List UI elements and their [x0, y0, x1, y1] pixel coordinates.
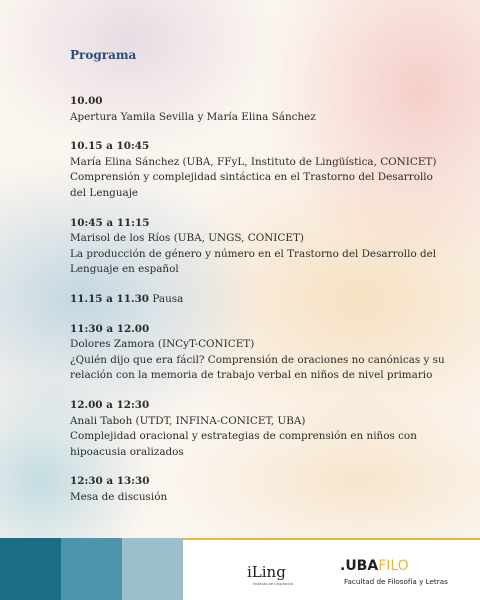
entry-speaker: Marisol de los Ríos (UBA, UNGS, CONICET): [70, 232, 304, 245]
entry-break-label: Pausa: [152, 292, 184, 305]
program-entry: [70, 139, 450, 201]
entry-time: 11:30 a 12.00: [70, 322, 150, 335]
footer-color-block: [61, 538, 122, 600]
uba-filo-logo: [340, 558, 409, 574]
entry-time: 12:30 a 13:30: [70, 475, 150, 488]
program-entry: [70, 474, 450, 505]
entry-line: Complejidad oracional y estrategias de comprensión en niños con: [70, 430, 417, 443]
entry-speaker: Dolores Zamora (INCyT-CONICET): [70, 338, 255, 351]
program-entry: [70, 94, 450, 125]
uba-logo-accent: FILO: [378, 558, 409, 574]
program-entry: [70, 292, 450, 308]
uba-logo-main: .UBA: [340, 558, 379, 574]
program-section: [70, 46, 450, 519]
entry-time: 10.15 a 10:45: [70, 140, 150, 153]
entry-time: 11.15 a 11.30: [70, 292, 150, 305]
iling-logo-subtitle: Instituto de Lingüística: [253, 582, 293, 586]
entry-line: Apertura Yamila Sevilla y María Elina Sánchez: [70, 110, 316, 123]
entry-line: hipoacusia oralizados: [70, 445, 184, 458]
program-entry: [70, 398, 450, 460]
entry-time: 10:45 a 11:15: [70, 216, 150, 229]
entry-line: Lenguaje en español: [70, 263, 179, 276]
entry-speaker: María Elina Sánchez (UBA, FFyL, Instituto de Lingüística, CONICET): [70, 155, 437, 168]
program-entry: [70, 322, 450, 384]
program-title: Programa: [70, 48, 137, 62]
entry-line: Mesa de discusión: [70, 490, 168, 503]
entry-speaker: Anali Taboh (UTDT, INFINA-CONICET, UBA): [70, 414, 306, 427]
entry-line: Comprensión y complejidad sintáctica en el Trastorno del Desarrollo: [70, 171, 433, 184]
footer-accent-bar: [183, 538, 480, 540]
entry-line: relación con la memoria de trabajo verbal en niños de nivel primario: [70, 369, 433, 382]
uba-logo-subtitle: Facultad de Filosofía y Letras: [344, 577, 448, 586]
entry-line: ¿Quién dijo que era fácil? Comprensión de oraciones no canónicas y su: [70, 353, 445, 366]
entry-line: La producción de género y número en el Trastorno del Desarrollo del: [70, 247, 437, 260]
program-entry: [70, 216, 450, 278]
entry-line: del Lenguaje: [70, 186, 139, 199]
entry-time: 10.00: [70, 95, 103, 107]
footer-color-block: [122, 538, 183, 600]
footer-color-block: [0, 538, 61, 600]
iling-logo: iLing: [247, 563, 286, 581]
entry-time: 12.00 a 12:30: [70, 398, 150, 411]
